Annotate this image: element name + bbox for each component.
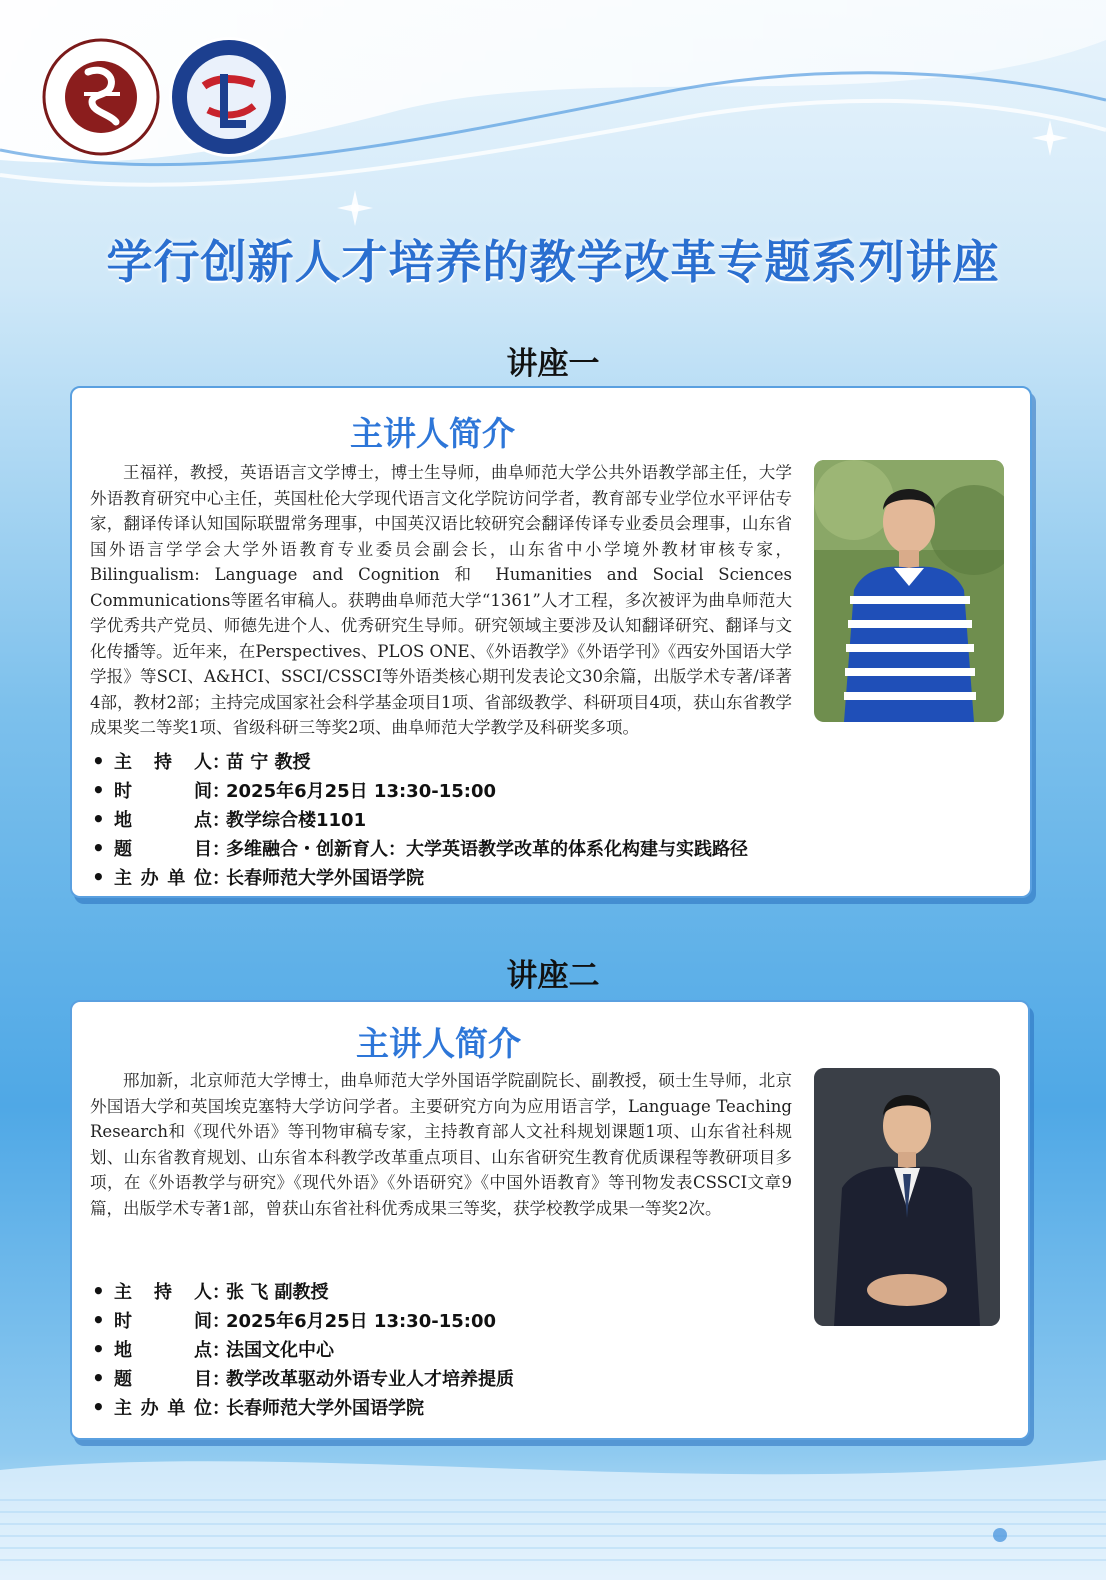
host-value: 苗 宁 教授: [226, 751, 311, 773]
topic-value: 教学改革驱动外语专业人才培养提质: [226, 1368, 514, 1390]
location-label: 地 点: [114, 1339, 212, 1361]
topic-row: • 题 目 ： 多维融合・创新育人：大学英语教学改革的体系化构建与实践路径: [92, 835, 748, 860]
time-label: 时 间: [114, 1310, 212, 1332]
organizer-value: 长春师范大学外国语学院: [226, 1397, 424, 1419]
location-label: 地 点: [114, 809, 212, 831]
location-row: • 地 点 ： 法国文化中心: [92, 1336, 334, 1361]
time-row: • 时 间 ： 2025年6月25日 13:30-15:00: [92, 777, 496, 802]
organizer-row: • 主 办 单 位 ： 长春师范大学外国语学院: [92, 1394, 424, 1419]
lecture-2-heading: 讲座二: [506, 958, 600, 994]
speaker-photo: [814, 460, 1004, 722]
speaker-photo: [814, 1068, 1000, 1326]
topic-value: 多维融合・创新育人：大学英语教学改革的体系化构建与实践路径: [226, 838, 748, 860]
topic-label: 题 目: [114, 1368, 212, 1390]
header-logos: [40, 36, 290, 158]
changchun-normal-university-logo: [40, 36, 162, 158]
speaker-intro-title: 主讲人简介: [356, 1024, 521, 1063]
organizer-value: 长春师范大学外国语学院: [226, 867, 424, 889]
location-row: • 地 点 ： 教学综合楼1101: [92, 806, 367, 831]
organizer-label: 主 办 单 位: [114, 867, 212, 889]
location-value: 法国文化中心: [226, 1339, 334, 1361]
topic-row: • 题 目 ： 教学改革驱动外语专业人才培养提质: [92, 1365, 514, 1390]
host-row: • 主 持 人 ： 苗 宁 教授: [92, 748, 311, 773]
topic-label: 题 目: [114, 838, 212, 860]
host-label: 主 持 人: [114, 751, 212, 773]
lecture-1-heading: 讲座一: [506, 346, 600, 382]
school-of-foreign-languages-logo: [168, 36, 290, 158]
bottom-wave: [0, 1460, 1106, 1580]
lecture-2-info: [92, 1276, 514, 1421]
speaker-bio: 邢加新，北京师范大学博士，曲阜师范大学外国语学院副院长、副教授，硕士生导师，北京外国语大学和英国埃克塞特大学访问学者。主要研究方向为应用语言学，Language Teaching Research和《现代外语》等刊物审稿专家，主持教育部人文社科规划课题1项、山东省社科规划、山东省教育规划、山东省本科教学改革重点项目、山东省研究生教育优质课程等教研项目多项，在《外语教学与研究》《现代外语》《外语研究》《中国外语教育》等刊物发表CSSCI文章9篇，出版学术专著1部，曾获山东省社科优秀成果三等奖，获学校教学成果一等奖2次。: [90, 1071, 792, 1218]
lecture-2-card: [70, 1000, 1030, 1440]
lecture-1-card: [70, 386, 1032, 898]
host-label: 主 持 人: [114, 1281, 212, 1303]
time-label: 时 间: [114, 780, 212, 802]
organizer-row: • 主 办 单 位 ： 长春师范大学外国语学院: [92, 864, 424, 889]
time-row: • 时 间 ： 2025年6月25日 13:30-15:00: [92, 1307, 496, 1332]
organizer-label: 主 办 单 位: [114, 1397, 212, 1419]
host-value: 张 飞 副教授: [226, 1281, 329, 1303]
host-row: • 主 持 人 ： 张 飞 副教授: [92, 1278, 329, 1303]
location-value: 教学综合楼1101: [226, 809, 367, 831]
time-value: 2025年6月25日 13:30-15:00: [226, 780, 496, 802]
speaker-intro-title: 主讲人简介: [350, 414, 515, 453]
time-value: 2025年6月25日 13:30-15:00: [226, 1310, 496, 1332]
speaker-bio: 王福祥，教授，英语语言文学博士，博士生导师，曲阜师范大学公共外语教学部主任，大学外语教育研究中心主任，英国杜伦大学现代语言文化学院访问学者，教育部专业学位水平评估专家，翻译传译认知国际联盟常务理事，中国英汉语比较研究会翻译传译专业委员会理事，山东省国外语言学学会大学外语教育专业委员会副会长，山东省中小学境外教材审核专家，Bilingualism: Language and Cognition 和 Humanities and Social Sciences Communications等匿名审稿人。获聘曲阜师范大学“1361”人才工程，多次被评为曲阜师范大学优秀共产党员、师德先进个人、优秀研究生导师。研究领域主要涉及认知翻译研究、翻译与文化传播等。近年来，在Perspectives、PLOS ONE、《外语教学》《外语学刊》《西安外国语大学学报》等SCI、A&HCI、SSCI/CSSCI等外语类核心期刊发表论文30余篇，出版学术专著/译著4部，教材2部；主持完成国家社会科学基金项目1项、省部级教学、科研项目4项，获山东省教学成果奖二等奖1项、省级科研三等奖2项、曲阜师范大学教学及科研奖多项。: [90, 463, 792, 737]
page-title: 学行创新人才培养的教学改革专题系列讲座: [106, 235, 1000, 289]
lecture-1-info: [92, 746, 748, 891]
